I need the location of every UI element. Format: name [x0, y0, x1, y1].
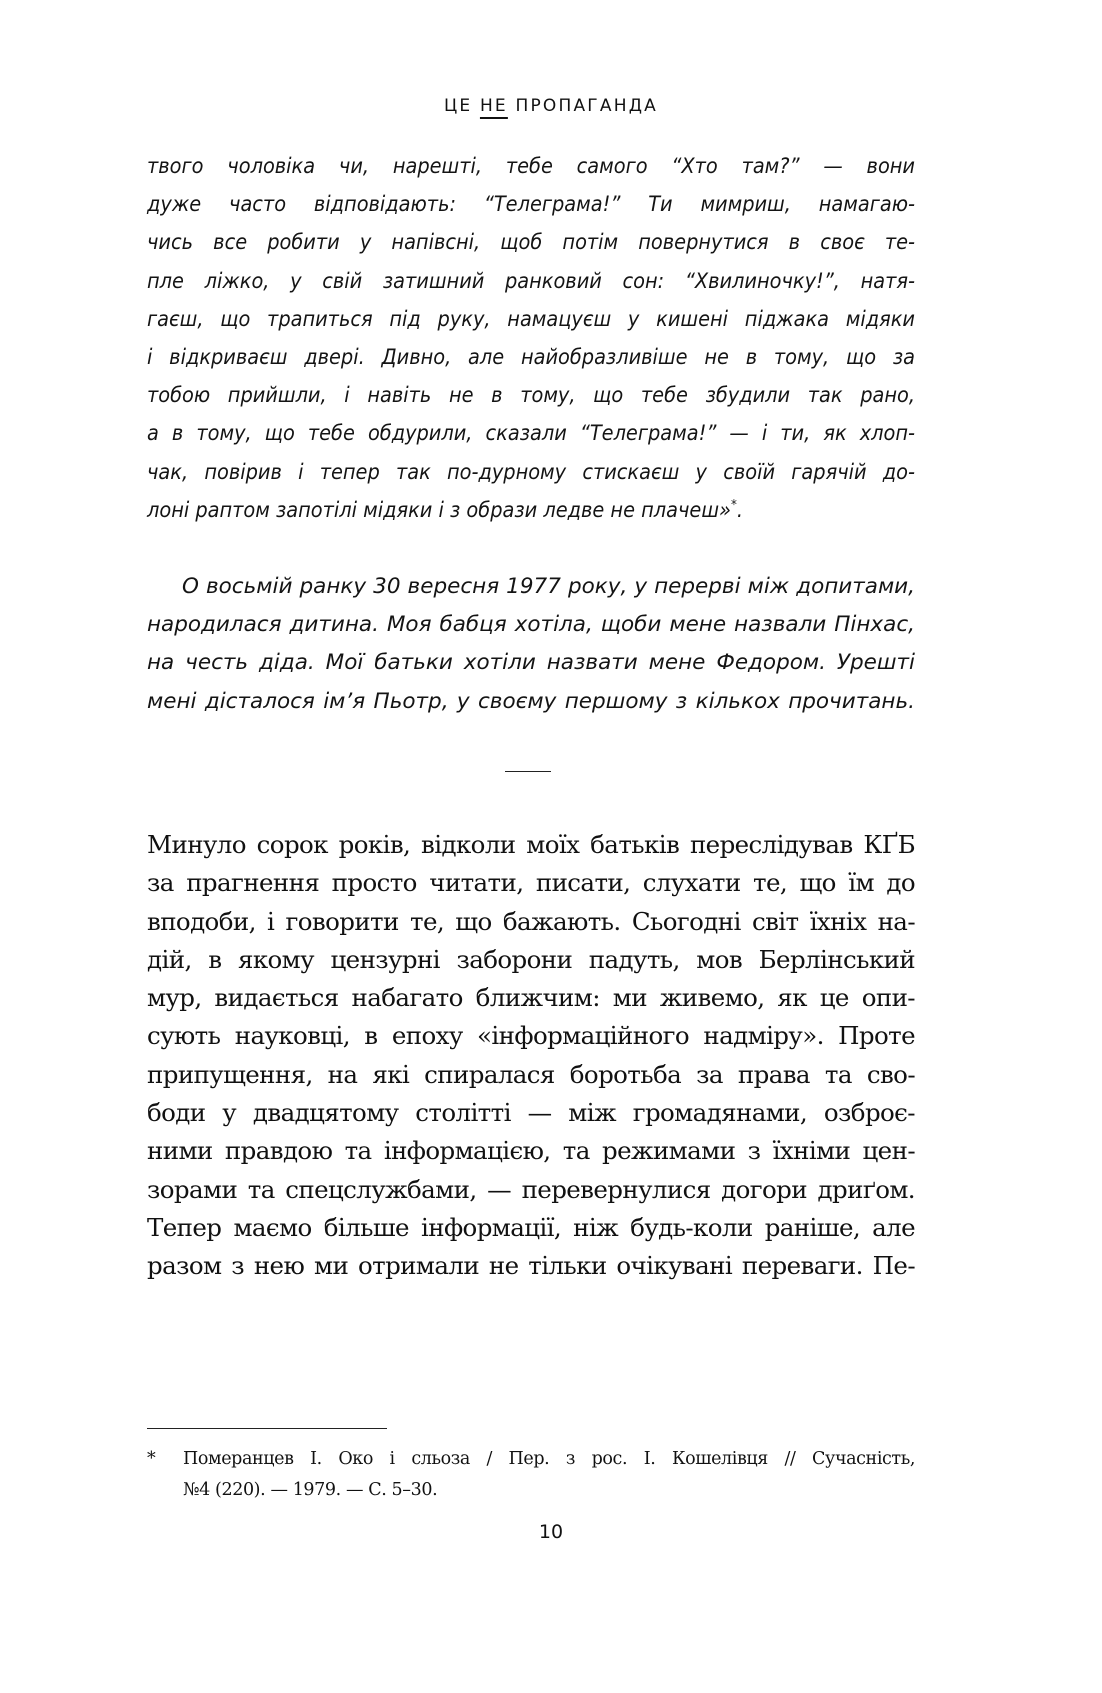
footnote-body	[183, 1444, 915, 1506]
birth-line: О восьмій ранку 30 вересня 1977 року, у перерві між допитами,	[182, 574, 915, 599]
main-body-paragraph	[147, 826, 915, 1286]
footnote-line: №4 (220). — 1979. — С. 5–30.	[183, 1480, 438, 1500]
quote-end-punctuation: .	[736, 497, 743, 523]
running-head-word-3: ПРОПАГАНДА	[515, 96, 659, 116]
body-line: зорами та спецслужбами, — перевернулися догори дриґом.	[147, 1174, 915, 1204]
body-line: за прагнення просто читати, писати, слухати те, що їм до	[147, 868, 915, 898]
quote-paragraph	[147, 148, 915, 530]
quote-line: а в тому, що тебе обдурили, сказали “Телеграма!” — і ти, як хлоп-	[147, 421, 915, 447]
footnote-line: Померанцев І. Око і сльоза / Пер. з рос. І. Кошелівця // Сучасність,	[183, 1449, 915, 1469]
footnote-reference-mark[interactable]: *	[730, 497, 737, 513]
body-line: боди у двадцятому столітті — між громадянами, озброє-	[147, 1098, 915, 1128]
body-line: припущення, на які спиралася боротьба за права та сво-	[147, 1059, 915, 1089]
birth-line: на честь діда. Мої батьки хотіли назвати мене Федором. Урешті	[147, 650, 915, 676]
birth-line: народилася дитина. Моя бабця хотіла, щоби мене назвали Пінхас,	[147, 612, 915, 638]
quote-line-text: лоні раптом запотілі мідяки і з образи ледве не плачеш»	[147, 497, 731, 523]
page-number: 10	[538, 1521, 564, 1543]
quote-line-last	[147, 492, 915, 530]
quote-line: чак, повірив і тепер так по-дурному стискаєш у своїй гарячій до-	[147, 459, 915, 485]
body-line: разом з нею ми отримали не тільки очікувані переваги. Пе-	[147, 1251, 915, 1281]
body-line: Тепер маємо більше інформації, ніж будь-коли раніше, але	[147, 1212, 915, 1242]
footnote-marker: *	[147, 1449, 156, 1469]
quote-line: і відкриваєш двері. Дивно, але найобразливіше не в тому, що за	[147, 344, 915, 370]
running-head-underlined-word: НЕ	[479, 96, 508, 116]
body-line: сують науковці, в епоху «інформаційного надміру». Проте	[147, 1021, 915, 1051]
quote-line: твого чоловіка чи, нарешті, тебе самого “Хто там?” — вони	[147, 154, 915, 179]
footnote-separator	[147, 1428, 387, 1429]
quote-line: тобою прийшли, і навіть не в тому, що тебе збудили так рано,	[147, 383, 915, 409]
birth-paragraph	[147, 568, 915, 721]
quote-line: чись все робити у напівсні, щоб потім повернутися в своє те-	[147, 230, 915, 256]
section-divider	[505, 771, 551, 772]
birth-line: мені дісталося ім’я Пьотр, у своєму першому з кількох прочитань.	[147, 688, 915, 714]
body-line: Минуло сорок років, відколи моїх батьків переслідував КҐБ	[147, 830, 915, 859]
body-line: ними правдою та інформацією, та режимами з їхніми цен-	[147, 1136, 915, 1166]
running-head	[0, 96, 1102, 116]
running-head-word-1: ЦЕ	[443, 96, 473, 116]
quote-line: дуже часто відповідають: “Телеграма!” Ти мимриш, намагаю-	[147, 192, 915, 218]
footnote	[147, 1444, 915, 1506]
quote-line: гаєш, що трапиться під руку, намацуєш у кишені піджака мідяки	[147, 306, 915, 332]
body-line: вподоби, і говорити те, що бажають. Сьогодні світ їхніх на-	[147, 906, 915, 936]
body-line: мур, видається набагато ближчим: ми живемо, як це опи-	[147, 983, 915, 1013]
body-line: дій, в якому цензурні заборони падуть, мов Берлінський	[147, 944, 915, 974]
quote-line: пле ліжко, у свій затишний ранковий сон: “Хвилиночку!”, натя-	[147, 268, 915, 294]
